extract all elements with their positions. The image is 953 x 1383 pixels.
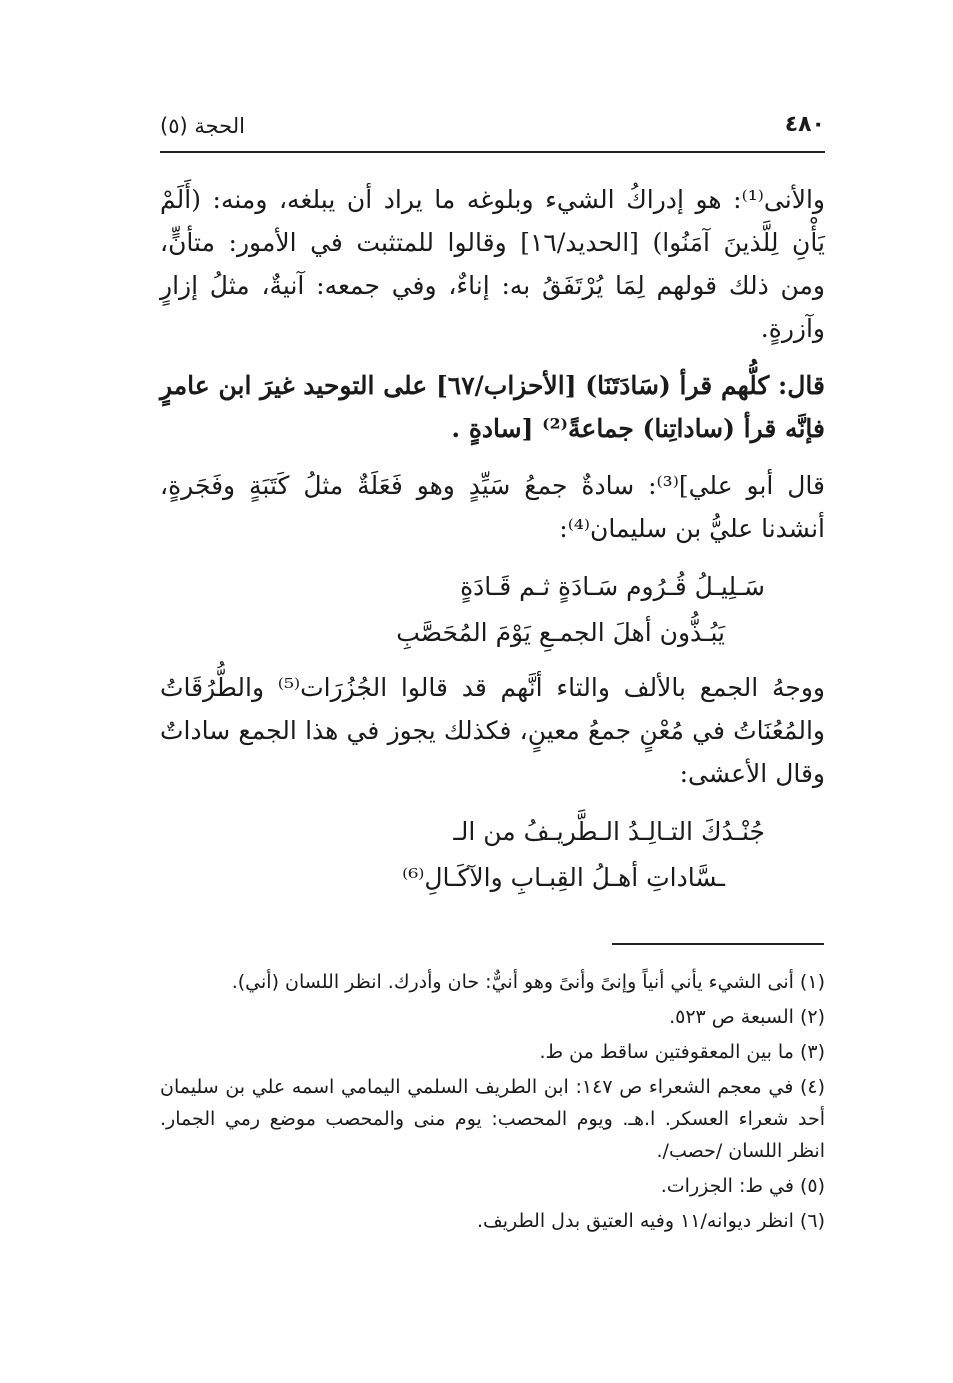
footnote-2: (٢) السبعة ص ٥٢٣. xyxy=(669,1006,825,1028)
footnote-4: (٤) في معجم الشعراء ص ١٤٧: ابن الطريف السلمي اليمامي اسمه علي بن سليمان أحد شعراء العسكر. ا.هـ. ويوم المحصب: يوم منى والمحصب موضع رمي الجمار. انظر اللسان /حصب/. xyxy=(160,1076,826,1162)
footnote-1: (١) أنى الشيء يأني أنياً وإنىً وأنىً وهو أنيٌّ: حان وأدرك. انظر اللسان (أني). xyxy=(231,971,825,993)
page-number: ٤٨٠ xyxy=(784,112,825,137)
running-title: الحجة (٥) xyxy=(160,114,245,138)
verse-1 xyxy=(160,564,825,656)
footnote-5: (٥) في ط: الجزرات. xyxy=(660,1175,825,1197)
main-text xyxy=(160,178,825,911)
header-rule xyxy=(160,151,825,153)
page-header xyxy=(160,112,825,152)
footnote-rule xyxy=(612,943,824,945)
paragraph-1: والأنى⁽¹⁾: هو إدراكُ الشيء وبلوغه ما يراد أن يبلغه، ومنه: (أَلَمْ يَأْنِ لِلَّذينَ آمَنُوا) [الحديد/١٦] وقالوا للمتثبت في الأمور: متأنٍّ، ومن ذلك قولهم لِمَا يُرْتَفَقُ به: إناءٌ، وفي جمعه: آنيةٌ، مثلُ إزارٍ وآزرةٍ. xyxy=(160,185,825,343)
footnotes xyxy=(160,966,825,1240)
verse-1-line-1: سَـلِيـلُ قُـرُوم سَـادَةٍ ثـم قَـادَةٍ xyxy=(460,572,765,601)
paragraph-3: قال أبو علي]⁽³⁾: سادةٌ جمعُ سَيِّدٍ وهو فَعَلَةٌ مثلُ كَتَبَةٍ وفَجَرةٍ، أنشدنا عليُّ بن سليمان⁽⁴⁾: xyxy=(160,471,825,543)
verse-1-line-2: يَبُـذُّون أهلَ الجمـعِ يَوْمَ المُحَصَّبِ xyxy=(396,618,725,647)
verse-2 xyxy=(160,809,825,901)
paragraph-4: ووجهُ الجمع بالألف والتاء أنَّهم قد قالوا الجُزُرَات⁽⁵⁾ والطُّرُقَاتُ والمُعُنَاتُ في مُعْنٍ جمعُ معينٍ، فكذلك يجوز في هذا الجمع ساداتٌ وقال الأعشى: xyxy=(160,673,825,788)
verse-2-line-1: جُنْـدُكَ التـالِـدُ الـطَّريـفُ من الـ xyxy=(453,817,765,846)
footnote-6: (٦) انظر ديوانه/١١ وفيه العتيق بدل الطريف. xyxy=(476,1210,825,1232)
footnote-3: (٣) ما بين المعقوفتين ساقط من ط. xyxy=(539,1041,825,1063)
paragraph-2: قال: كلُّهم قرأ (سَادَتَنَا) [الأحزاب/٦٧] على التوحيد غيرَ ابن عامرٍ فإنَّه قرأ (ساداتِنا) جماعةً⁽²⁾ [سادةٍ . xyxy=(160,371,825,443)
verse-2-line-2: ـسَّاداتِ أهـلُ القِبـابِ والآكَـالِ⁽⁶⁾ xyxy=(402,863,725,892)
